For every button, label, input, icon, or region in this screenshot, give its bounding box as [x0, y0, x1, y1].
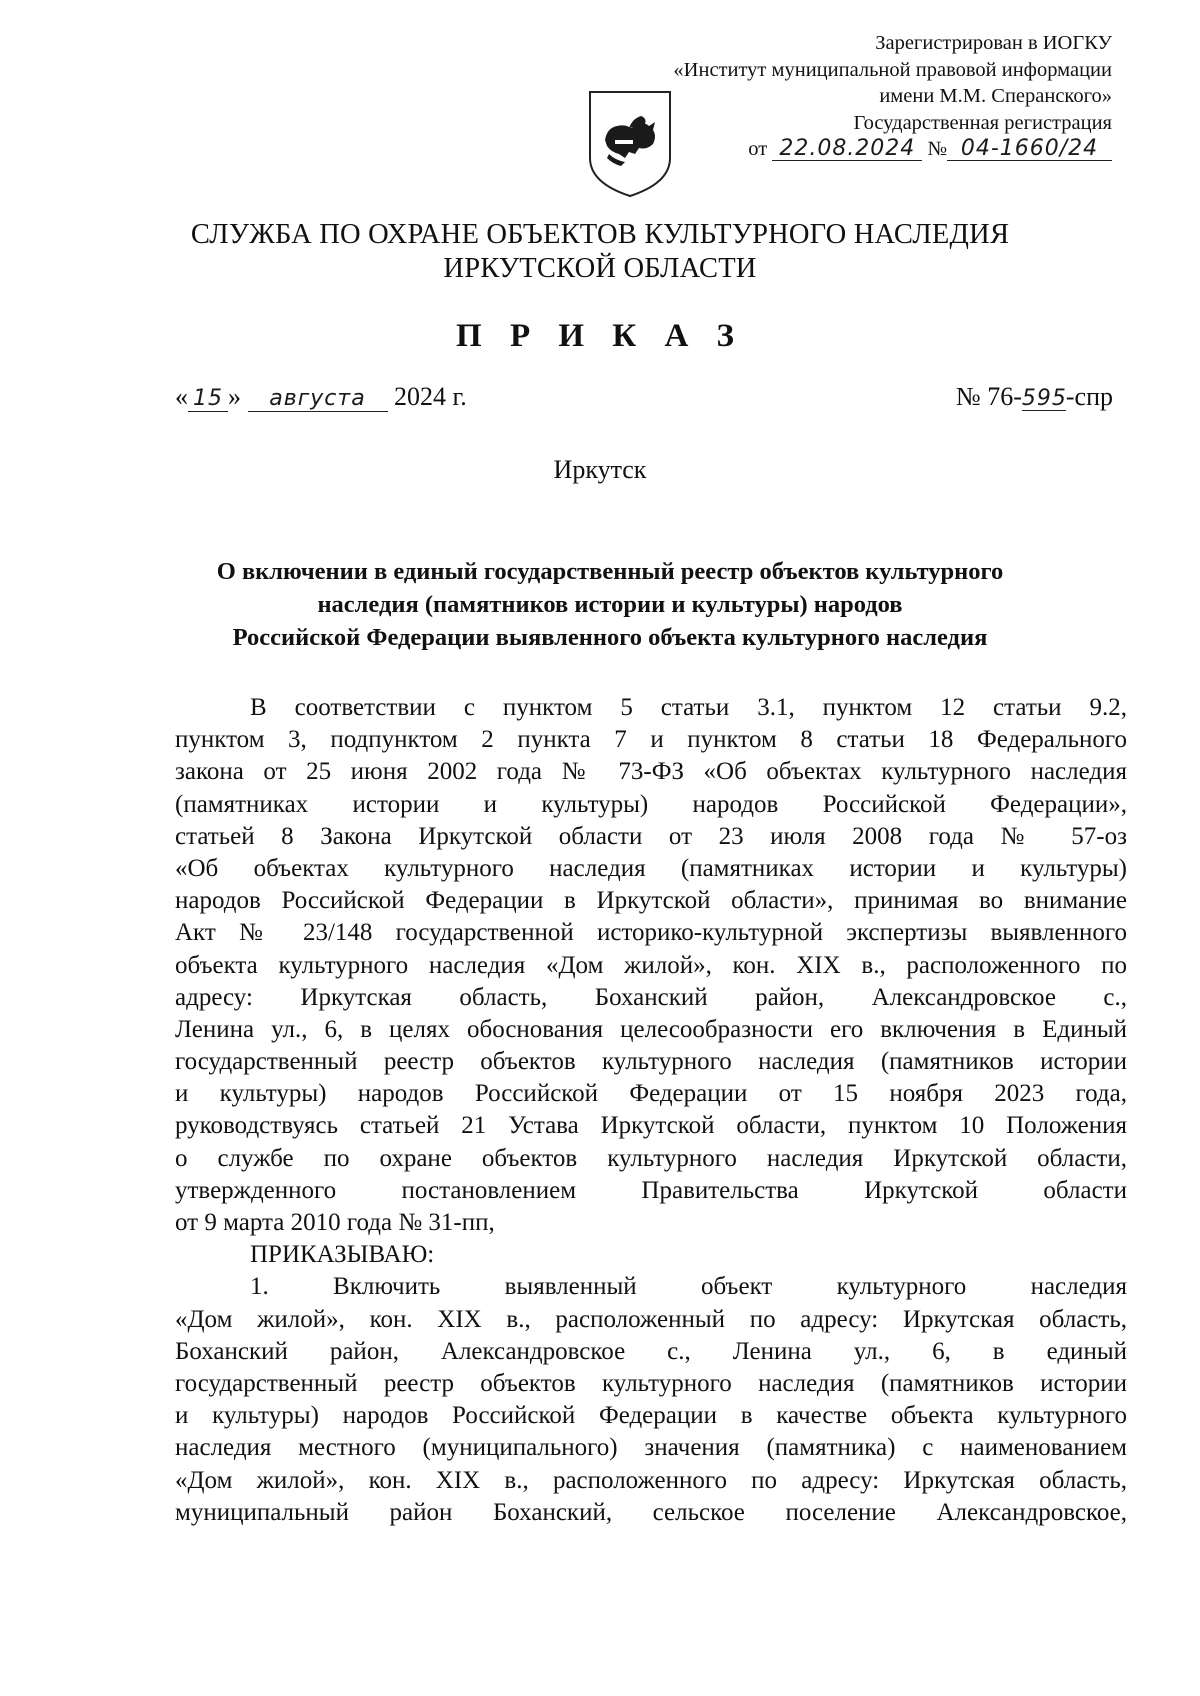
- body-line: «Дом жилой», кон. XIX в., расположенного по адресу: Иркутская область,: [175, 1466, 1127, 1494]
- body-line: и культуры) народов Российской Федерации от 15 ноября 2023 года,: [175, 1080, 1127, 1108]
- registration-date-prefix: от: [748, 138, 768, 160]
- body-line: народов Российской Федерации в Иркутской области», принимая во внимание: [175, 887, 1127, 915]
- city: Иркутск: [553, 455, 647, 484]
- subject-line: О включении в единый государственный реестр объектов культурного: [216, 558, 1004, 585]
- body-line: Акт № 23/148 государственной историко-культурной экспертизы выявленного: [175, 919, 1127, 947]
- body-line: и культуры) народов Российской Федерации в качестве объекта культурного: [175, 1402, 1127, 1430]
- order-subject: [150, 555, 1070, 654]
- body-line: государственный реестр объектов культурного наследия (памятников истории: [175, 1048, 1127, 1076]
- organization-name: [0, 218, 1200, 286]
- body-line: объекта культурного наследия «Дом жилой», кон. XIX в., расположенного по: [175, 951, 1127, 979]
- order-body: [175, 692, 1127, 1529]
- date-close-quote: »: [228, 382, 241, 411]
- order-number: [956, 382, 1113, 412]
- order-number-prefix: № 76-: [955, 382, 1022, 411]
- organization-line: ИРКУТСКОЙ ОБЛАСТИ: [443, 253, 757, 284]
- body-line: наследия местного (муниципального) значения (памятника) с наименованием: [175, 1434, 1127, 1462]
- registration-line: Зарегистрирован в ИОГКУ: [875, 32, 1112, 54]
- registration-date-handwritten: 22.08.2024: [772, 138, 922, 161]
- coat-of-arms-icon: [585, 88, 675, 200]
- body-line: статьей 8 Закона Иркутской области от 23 июля 2008 года № 57-оз: [175, 822, 1127, 850]
- body-line: руководствуясь статьей 21 Устава Иркутской области, пунктом 10 Положения: [175, 1112, 1127, 1140]
- order-command: ПРИКАЗЫВАЮ:: [250, 1241, 435, 1269]
- body-line: закона от 25 июня 2002 года № 73-ФЗ «Об объектах культурного наследия: [175, 758, 1127, 786]
- body-line: «Дом жилой», кон. XIX в., расположенный по адресу: Иркутская область,: [175, 1305, 1127, 1333]
- body-line: от 9 марта 2010 года № 31-пп,: [175, 1209, 495, 1236]
- registration-number-handwritten: 04-1660/24: [947, 138, 1112, 161]
- registration-line: «Институт муниципальной правовой информации: [673, 58, 1112, 81]
- date-year: 2024 г.: [394, 382, 467, 411]
- date-day-handwritten: 15: [188, 387, 228, 412]
- date-month-handwritten: августа: [248, 387, 388, 412]
- order-date: [175, 382, 467, 412]
- body-line: (памятниках истории и культуры) народов Российской Федерации»,: [175, 790, 1127, 818]
- registration-line: имени М.М. Сперанского»: [879, 85, 1112, 107]
- registration-line: Государственная регистрация: [853, 111, 1112, 134]
- body-line: государственный реестр объектов культурного наследия (памятников истории: [175, 1369, 1127, 1397]
- date-open-quote: «: [175, 382, 188, 411]
- organization-line: СЛУЖБА ПО ОХРАНЕ ОБЪЕКТОВ КУЛЬТУРНОГО НАСЛЕДИЯ: [190, 219, 1010, 250]
- body-line: о службе по охране объектов культурного наследия Иркутской области,: [175, 1144, 1127, 1172]
- body-line: «Об объектах культурного наследия (памятниках истории и культуры): [175, 854, 1127, 882]
- subject-line: Российской Федерации выявленного объекта культурного наследия: [232, 624, 988, 651]
- body-line: адресу: Иркутская область, Боханский район, Александровское с.,: [175, 983, 1127, 1011]
- body-line: Боханский район, Александровское с., Ленина ул., 6, в единый: [175, 1337, 1127, 1365]
- body-line: муниципальный район Боханский, сельское поселение Александровское,: [175, 1498, 1127, 1526]
- body-line: 1. Включить выявленный объект культурного наследия: [250, 1273, 1127, 1301]
- document-type-title: П Р И К А З: [456, 318, 744, 354]
- body-line: утвержденного постановлением Правительства Иркутской области: [175, 1176, 1127, 1204]
- subject-line: наследия (памятников истории и культуры) народов: [317, 591, 903, 618]
- registration-number-prefix: №: [927, 138, 947, 160]
- order-number-suffix: -спр: [1065, 382, 1113, 411]
- body-line: пунктом 3, подпунктом 2 пункта 7 и пунктом 8 статьи 18 Федерального: [175, 726, 1127, 754]
- order-number-handwritten: 595: [1021, 386, 1067, 411]
- body-line: В соответствии с пунктом 5 статьи 3.1, пунктом 12 статьи 9.2,: [250, 694, 1127, 721]
- body-line: Ленина ул., 6, в целях обоснования целесообразности его включения в Единый: [175, 1015, 1127, 1043]
